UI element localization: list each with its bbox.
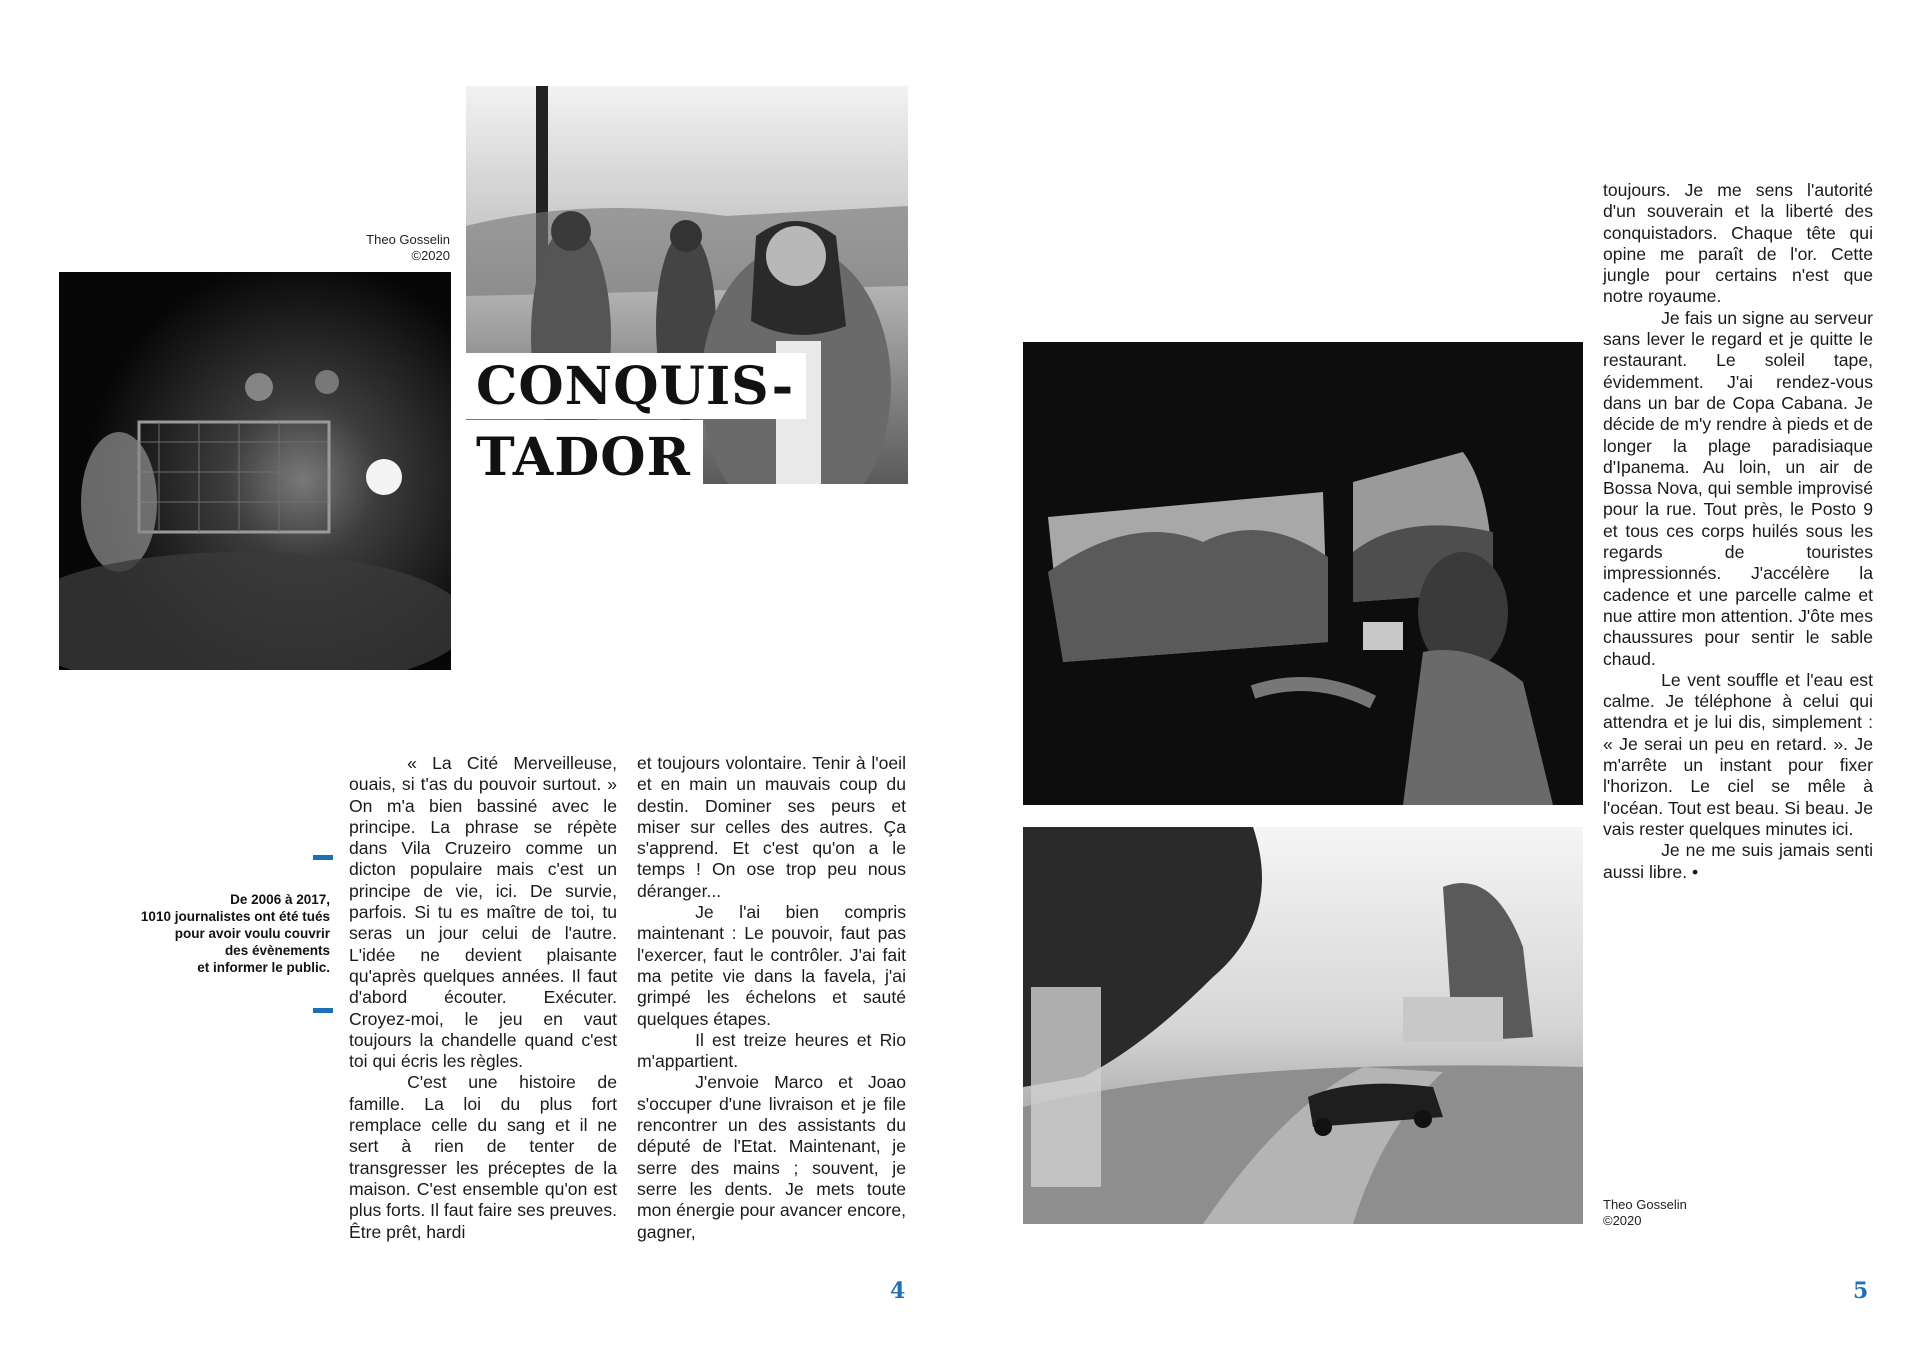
paragraph: J'envoie Marco et Joao s'occuper d'une livraison et je file rencontrer un des assistants du député de l'Etat. Maintenant, je serre des mains ; souvent, je serre les dents. Je mets toute mon énergie pour avancer encore, gagner, — [637, 1072, 906, 1242]
paragraph: « La Cité Merveilleuse, ouais, si t'as du pouvoir surtout. » On m'a bien bassiné avec le principe. La phrase se répète dans Vila Cruzeiro comme un dicton populaire mais c'est un principe de vie, ici. De survie, parfois. Si tu es maître de toi, tu seras un jour celui de l'autre. L'idée ne devient plaisante qu'après quelques années. Il faut d'abord écouter. Exécuter. Croyez-moi, le jeu en vaut toujours la chandelle quand c'est toi qui écris les règles. — [349, 753, 617, 1072]
body-column-2 — [637, 753, 906, 1243]
page-number-left: 4 — [890, 1278, 906, 1304]
road-car-photo — [1023, 827, 1583, 1224]
body-column-1 — [349, 753, 617, 1243]
paragraph: et toujours volontaire. Tenir à l'oeil et en main un mauvais coup du destin. Dominer ses peurs et miser sur celles des autres. Ça s'apprend. Et c'est qu'on a le temps ! On ose trop peu nous déranger... — [637, 753, 906, 901]
pull-quote-dash-bottom — [313, 1008, 333, 1013]
paragraph: Je ne me suis jamais senti aussi libre. • — [1603, 840, 1873, 882]
pull-quote: De 2006 à 2017, 1010 journalistes ont été tués pour avoir voulu couvrir des évènements et informer le public. — [140, 892, 330, 975]
car-driver-photo — [1023, 342, 1583, 805]
body-column-3 — [1603, 180, 1873, 883]
paragraph: Je l'ai bien compris maintenant : Le pouvoir, faut pas l'exercer, faut le contrôler. J'ai fait ma petite vie dans la favela, j'ai grimpé les échelons et sauté quelques étapes. — [637, 902, 906, 1029]
pull-quote-dash-top — [313, 855, 333, 860]
paragraph: toujours. Je me sens l'autorité d'un souverain et la liberté des conquistadors. Chaque tête qui opine me paraît de l'or. Cette jungle pour certains n'est que notre royaume. — [1603, 180, 1873, 307]
page-number-right: 5 — [1853, 1278, 1869, 1304]
night-campfire-photo — [59, 272, 451, 670]
photo-credit-top: Theo Gosselin ©2020 — [366, 232, 450, 263]
paragraph: C'est une histoire de famille. La loi du plus fort remplace celle du sang et il ne sert à rien de tenter de transgresser les préceptes de la maison. C'est ensemble qu'on est plus forts. Il faut faire ses preuves. Être prêt, hardi — [349, 1072, 617, 1242]
photo-credit-bottom: Theo Gosselin ©2020 — [1603, 1197, 1687, 1228]
paragraph: Il est treize heures et Rio m'appartient. — [637, 1029, 906, 1072]
article-title-line-2: TADOR — [466, 420, 703, 498]
paragraph: Le vent souffle et l'eau est calme. Je téléphone à celui qui attendra et je lui dis, simplement : « Je serai un peu en retard. ». Je m'arrête un instant pour fixer l'horizon. Le ciel se mêle à l'océan. Tout est beau. Si beau. Je vais rester quelques minutes ici. — [1603, 669, 1873, 839]
paragraph: Je fais un signe au serveur sans lever le regard et je quitte le restaurant. Le soleil tape, évidemment. J'ai rendez-vous dans un bar de Copa Cabana. Je décide de m'y rendre à pieds et de longer la plage paradisiaque d'Ipanema. Au loin, un air de Bossa Nova, qui semble improvisé pour la rue. Tout près, le Posto 9 et tous ces corps huilés sous les regards de touristes impressionnés. J'accélère la cadence et une parcelle calme et nue attire mon attention. J'ôte mes chaussures pour sentir le sable chaud. — [1603, 307, 1873, 669]
article-title-line-1: CONQUIS- — [466, 353, 806, 419]
